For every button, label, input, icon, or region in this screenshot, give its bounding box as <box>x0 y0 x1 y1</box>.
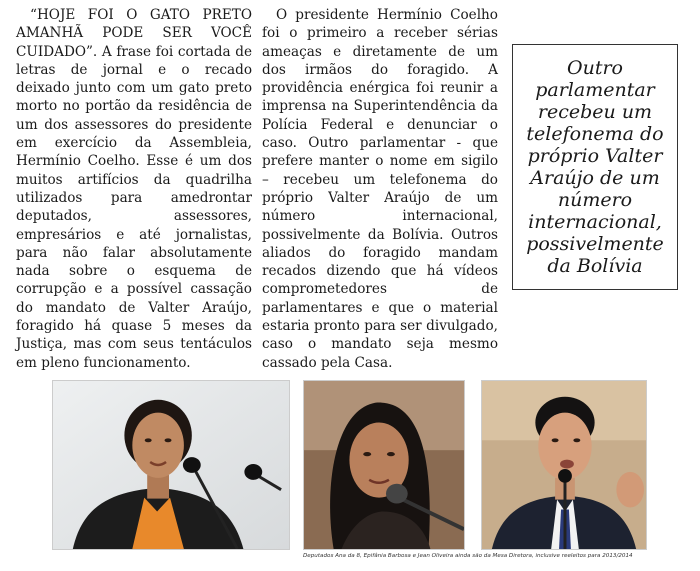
article-column-2 <box>262 6 498 372</box>
article-paragraph: “HOJE FOI O GATO PRETO AMANHÃ PODE SER VOCÊ CUIDADO”. A frase foi cortada de letras de jornal e o recado deixado junto com um gato preto morto no portão da residência de um dos assessores do presidente em exercício da Assembleia, Hermínio Coelho. Esse é um dos muitos artifícios da quadrilha utilizados para amedrontar deputados, assessores, empresários e até jornalistas, para não falar absolutamente nada sobre o esquema de corrupção e a possível cassação do mandato de Valter Araújo, foragido há quase 5 meses da Justiça, mas com seus tentáculos em pleno funcionamento. <box>16 7 252 371</box>
photo-caption: Deputados Ana da 8, Epifânia Barbosa e Jean Oliveira ainda são da Mesa Diretora, inclusive reeleitos para 2013/2014 <box>303 553 633 559</box>
photo-deputy-2 <box>303 380 465 550</box>
article-paragraph: O presidente Hermínio Coelho foi o primeiro a receber sérias ameaças e diretamente de um dos irmãos do foragido. A providência enérgica foi reunir a imprensa na Superintendência da Polícia Federal e denunciar o caso. Outro parlamentar - que prefere manter o nome em sigilo – recebeu um telefonema do próprio Valter Araújo de um número internacional, possivelmente da Bolívia. Outros aliados do foragido mandam recados dizendo que há vídeos comprometedores de parlamentares e que o material estaria pronto para ser divulgado, caso o mandato seja mesmo cassado pela Casa. <box>262 7 498 371</box>
photo-deputy-1 <box>52 380 290 550</box>
portrait-man-suit-image <box>482 381 646 549</box>
portrait-woman-orange-image <box>53 381 289 549</box>
pull-quote-text: Outro parlamentar recebeu um telefonema do próprio Valter Araújo de um número internacional, possivelmente da Bolívia <box>526 57 664 277</box>
pull-quote-box <box>512 44 678 290</box>
photo-deputy-3 <box>481 380 647 550</box>
article-column-1 <box>16 6 252 372</box>
portrait-woman-microphone-image <box>304 381 464 549</box>
